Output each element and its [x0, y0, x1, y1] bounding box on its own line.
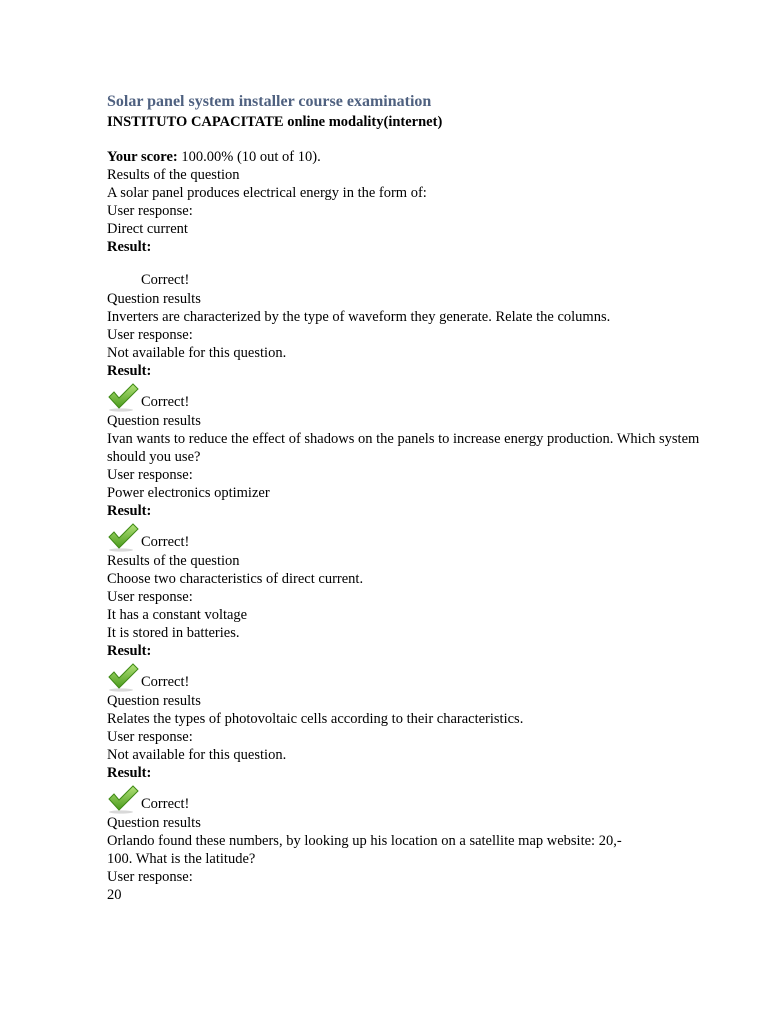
question-header: Question results [107, 693, 201, 709]
question-header: Question results [107, 815, 201, 831]
response-value: 20 [107, 887, 122, 903]
question-text-line: 100. What is the latitude? [107, 851, 256, 867]
question-block [107, 412, 708, 552]
result-label: Result: [107, 765, 152, 781]
result-label: Result: [107, 239, 152, 255]
response-value: Not available for this question. [107, 345, 287, 361]
response-value: Direct current [107, 221, 188, 237]
result-row [107, 380, 708, 412]
score-line [107, 148, 708, 166]
green-checkmark-icon [107, 662, 139, 692]
result-row [107, 520, 708, 552]
result-label: Result: [107, 643, 152, 659]
question-block [107, 692, 708, 814]
response-value: Power electronics optimizer [107, 485, 270, 501]
green-checkmark-icon [107, 784, 139, 814]
result-correct-text: Correct! [141, 534, 190, 550]
question-header: Results of the question [107, 167, 240, 183]
question-header: Question results [107, 291, 201, 307]
result-label: Result: [107, 503, 152, 519]
response-label: User response: [107, 869, 193, 885]
question-text: Ivan wants to reduce the effect of shadows on the panels to increase energy production. Which system should you use? [107, 431, 700, 465]
question-block [107, 814, 708, 904]
green-checkmark-icon [107, 522, 139, 552]
result-row [107, 256, 708, 290]
question-block [107, 552, 708, 692]
question-text: Relates the types of photovoltaic cells according to their characteristics. [107, 711, 524, 727]
green-checkmark-icon [107, 382, 139, 412]
response-value: It is stored in batteries. [107, 625, 240, 641]
response-label: User response: [107, 327, 193, 343]
score-label: Your score: [107, 149, 178, 165]
page-title: Solar panel system installer course examination [107, 93, 432, 110]
result-correct-text: Correct! [141, 796, 190, 812]
result-correct-text: Correct! [141, 394, 190, 410]
result-label: Result: [107, 363, 152, 379]
result-correct-text: Correct! [141, 674, 190, 690]
question-block [107, 290, 708, 412]
question-header: Question results [107, 413, 201, 429]
response-label: User response: [107, 589, 193, 605]
response-label: User response: [107, 203, 193, 219]
question-text-line: Orlando found these numbers, by looking up his location on a satellite map website: 20,- [107, 833, 622, 849]
response-label: User response: [107, 729, 193, 745]
result-row [107, 782, 708, 814]
question-text: A solar panel produces electrical energy in the form of: [107, 185, 427, 201]
question-block [107, 166, 708, 290]
question-text: Choose two characteristics of direct current. [107, 571, 364, 587]
response-value: It has a constant voltage [107, 607, 248, 623]
response-label: User response: [107, 467, 193, 483]
result-row [107, 660, 708, 692]
result-correct-text: Correct! [141, 272, 190, 288]
question-text: Inverters are characterized by the type of waveform they generate. Relate the columns. [107, 309, 611, 325]
page-subtitle: INSTITUTO CAPACITATE online modality(internet) [107, 114, 443, 130]
score-value: 100.00% (10 out of 10). [177, 149, 321, 165]
question-header: Results of the question [107, 553, 240, 569]
response-value: Not available for this question. [107, 747, 287, 763]
